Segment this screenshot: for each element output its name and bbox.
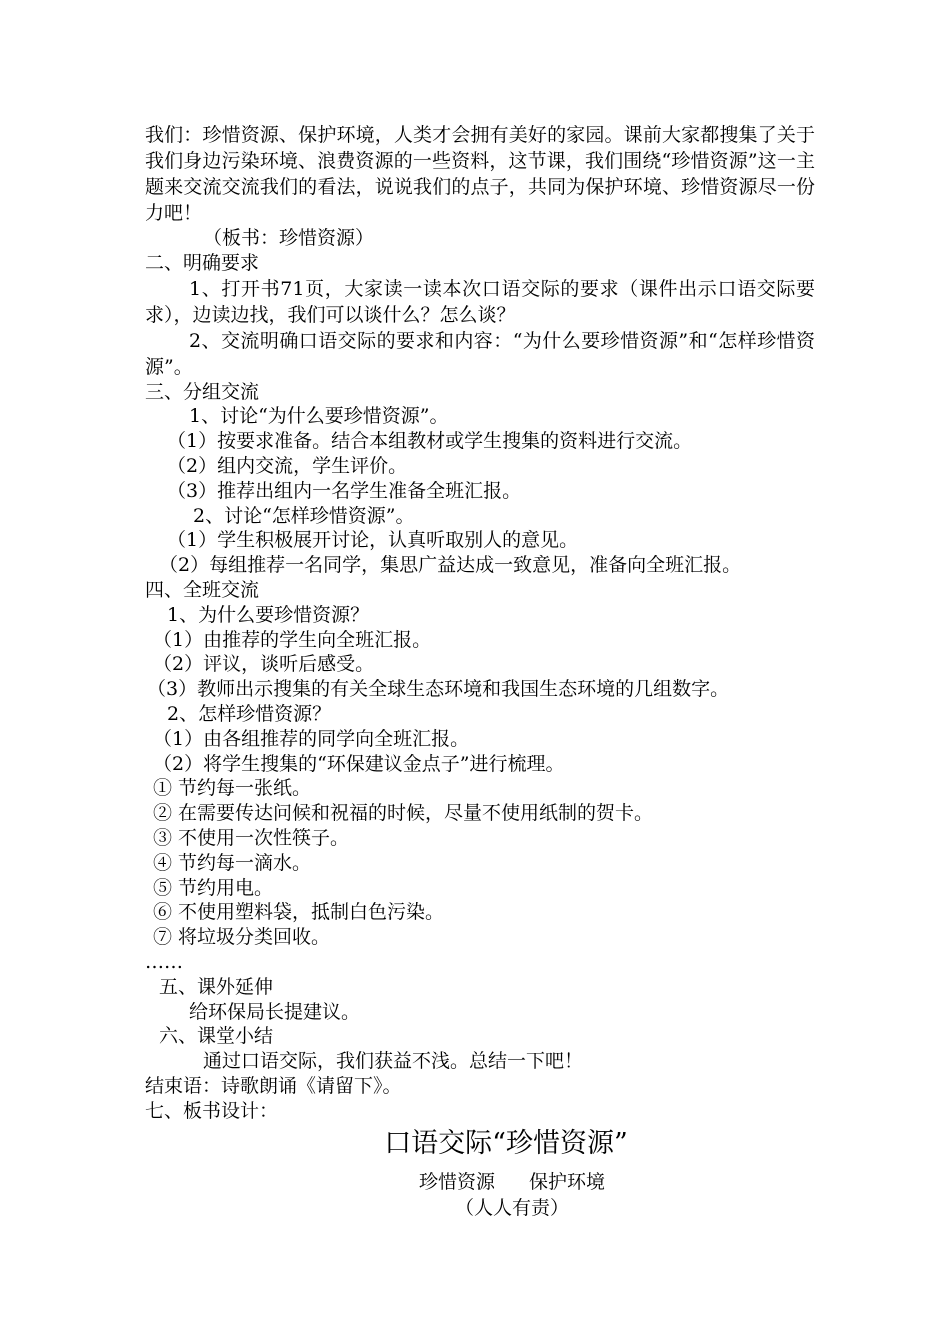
section-heading-7: 七、板书设计： [145, 1099, 279, 1122]
board-design-right: 保护环境 [529, 1171, 606, 1193]
lesson-plan-body [145, 122, 815, 1124]
class-question-1: 1、为什么要珍惜资源？ [167, 603, 370, 626]
eco-idea: ① 节约每一张纸。 [153, 777, 312, 800]
eco-idea: ⑦ 将垃圾分类回收。 [153, 926, 331, 949]
board-note: （板书：珍惜资源） [203, 227, 375, 249]
section-heading-6: 六、课堂小结 [159, 1025, 274, 1048]
section-heading-5: 五、课外延伸 [159, 975, 274, 998]
summary-body: 通过口语交际，我们获益不浅。总结一下吧！ [203, 1050, 584, 1073]
section-heading-4: 四、全班交流 [145, 578, 260, 601]
eco-idea: ③ 不使用一次性筷子。 [153, 826, 350, 849]
class-step: （1）由各组推荐的同学向全班汇报。 [153, 727, 470, 750]
class-step: （2）评议，谈听后感受。 [153, 653, 375, 676]
discussion-topic-1: 1、讨论“为什么要珍惜资源”。 [189, 405, 449, 428]
class-question-2: 2、怎样珍惜资源？ [167, 702, 332, 725]
eco-idea: ⑤ 节约用电。 [153, 876, 274, 899]
class-step: （2）将学生搜集的“环保建议金点子”进行梳理。 [153, 752, 565, 775]
discussion-step: （3）推荐出组内一名学生准备全班汇报。 [167, 479, 522, 502]
eco-idea: ② 在需要传达问候和祝福的时候，尽量不使用纸制的贺卡。 [153, 802, 654, 825]
section-heading-3: 三、分组交流 [145, 380, 260, 403]
discussion-step: （2）每组推荐一名同学，集思广益达成一致意见，准备向全班汇报。 [159, 554, 742, 577]
board-design-title: 口语交际“珍惜资源” [384, 1128, 628, 1159]
board-design-row [0, 1169, 950, 1195]
eco-idea: ⑥ 不使用塑料袋，抵制白色污染。 [153, 901, 445, 924]
discussion-topic-2: 2、讨论“怎样珍惜资源”。 [193, 504, 415, 527]
board-design-left: 珍惜资源 [418, 1171, 495, 1193]
class-step: （1）由推荐的学生向全班汇报。 [153, 628, 432, 651]
requirement-item-2: 2、交流明确口语交际的要求和内容：“为什么要珍惜资源”和“怎样珍惜资源”。 [145, 329, 815, 378]
class-step: （3）教师出示搜集的有关全球生态环境和我国生态环境的几组数字。 [147, 678, 730, 701]
discussion-step: （1）按要求准备。结合本组教材或学生搜集的资料进行交流。 [167, 430, 693, 453]
closing-remark: 结束语：诗歌朗诵《请留下》。 [145, 1074, 402, 1097]
ellipsis: …… [145, 950, 183, 973]
extension-body: 给环保局长提建议。 [189, 1000, 361, 1023]
eco-idea: ④ 节约每一滴水。 [153, 851, 312, 874]
requirement-item-1: 1、打开书71页，大家读一读本次口语交际的要求（课件出示口语交际要求），边读边找，我们可以谈什么？怎么谈？ [145, 277, 815, 326]
intro-paragraph: 我们：珍惜资源、保护环境，人类才会拥有美好的家园。课前大家都搜集了关于我们身边污染环境、浪费资源的一些资料，这节课，我们围绕“珍惜资源”这一主题来交流交流我们的看法，说说我们的点子，共同为保护环境、珍惜资源尽一份力吧！ [145, 124, 815, 224]
board-design-sub: （人人有责） [454, 1197, 569, 1219]
discussion-step: （1）学生积极展开讨论，认真听取别人的意见。 [167, 529, 579, 552]
section-heading-2: 二、明确要求 [145, 251, 260, 274]
discussion-step: （2）组内交流，学生评价。 [167, 454, 408, 477]
